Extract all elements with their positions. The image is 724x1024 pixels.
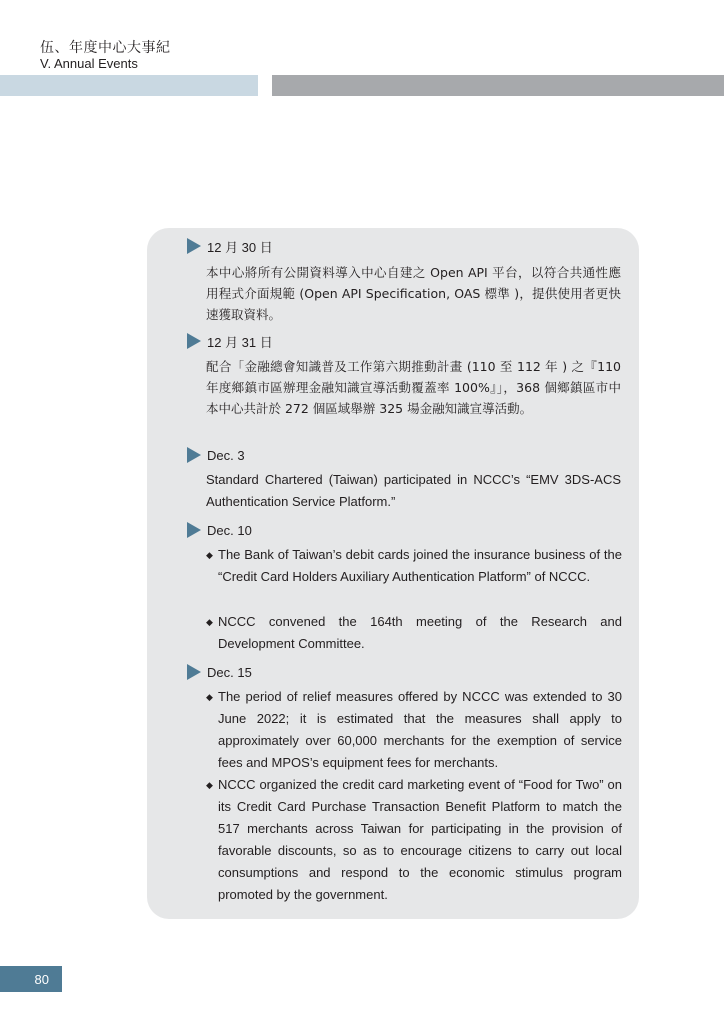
diamond-icon: ◆: [206, 692, 213, 702]
header-bar-light: [0, 75, 258, 96]
bullet-text: NCCC organized the credit card marketing event of “Food for Two” on its Credit Card Purchase Transaction Benefit Platform to match the 517 merchants across Taiwan for participating in the provision of favorable discounts, so as to encourage citizens to carry out local consumptions and respond to the economic stimulus program promoted by the government.: [218, 777, 622, 902]
triangle-right-icon: [187, 664, 201, 680]
header-bar-dark: [272, 75, 724, 96]
entry-text-zh-1: 本中心將所有公開資料導入中心自建之 Open API 平台，以符合共通性應用程式介面規範 (Open API Specification, OAS 標準 )，提供使用者更快速獲取資料。: [206, 265, 621, 322]
entry-date: 12 月 30 日: [207, 239, 273, 255]
page-number: 80: [0, 966, 62, 992]
bullet-en-2-2: [206, 611, 622, 655]
diamond-icon: ◆: [206, 780, 213, 790]
triangle-right-icon: [187, 522, 201, 538]
header-title-zh: 伍、年度中心大事紀: [40, 40, 171, 56]
entry-head-en-1: [187, 446, 245, 464]
bullet-en-3-1: [206, 686, 622, 774]
entry-head-zh-1: [187, 237, 273, 255]
entry-date: Dec. 15: [207, 664, 252, 680]
bullet-en-3-2: [206, 774, 622, 906]
bullet-text: NCCC convened the 164th meeting of the Research and Development Committee.: [218, 614, 622, 651]
entry-text-en-1: Standard Chartered (Taiwan) participated in NCCC’s “EMV 3DS-ACS Authentication Service Platform.”: [206, 472, 621, 509]
entry-text-zh-2: 配合「金融總會知識普及工作第六期推動計畫 (110 至 112 年 ) 之『110 年度鄉鎮市區辦理金融知識宣導活動覆蓋率 100%』」，368 個鄉鎮區市中本中心共計於 272 個區域舉辦 325 場金融知識宣導活動。: [206, 359, 621, 416]
diamond-icon: ◆: [206, 617, 213, 627]
bullet-en-2-1: [206, 544, 622, 588]
header-title-en: V. Annual Events: [40, 56, 138, 71]
bullet-text: The Bank of Taiwan’s debit cards joined the insurance business of the “Credit Card Holders Auxiliary Authentication Platform” of NCCC.: [218, 547, 622, 584]
bullet-text: The period of relief measures offered by NCCC was extended to 30 June 2022; it is estimated that the measures shall apply to approximately over 60,000 merchants for the exemption of service fees and MPOS’s equipment fees for merchants.: [218, 689, 622, 770]
entry-head-en-3: [187, 663, 252, 681]
entry-date: Dec. 3: [207, 447, 245, 463]
entry-date: 12 月 31 日: [207, 334, 273, 350]
triangle-right-icon: [187, 238, 201, 254]
triangle-right-icon: [187, 333, 201, 349]
entry-date: Dec. 10: [207, 522, 252, 538]
entry-head-en-2: [187, 521, 252, 539]
triangle-right-icon: [187, 447, 201, 463]
entry-head-zh-2: [187, 332, 273, 350]
diamond-icon: ◆: [206, 550, 213, 560]
